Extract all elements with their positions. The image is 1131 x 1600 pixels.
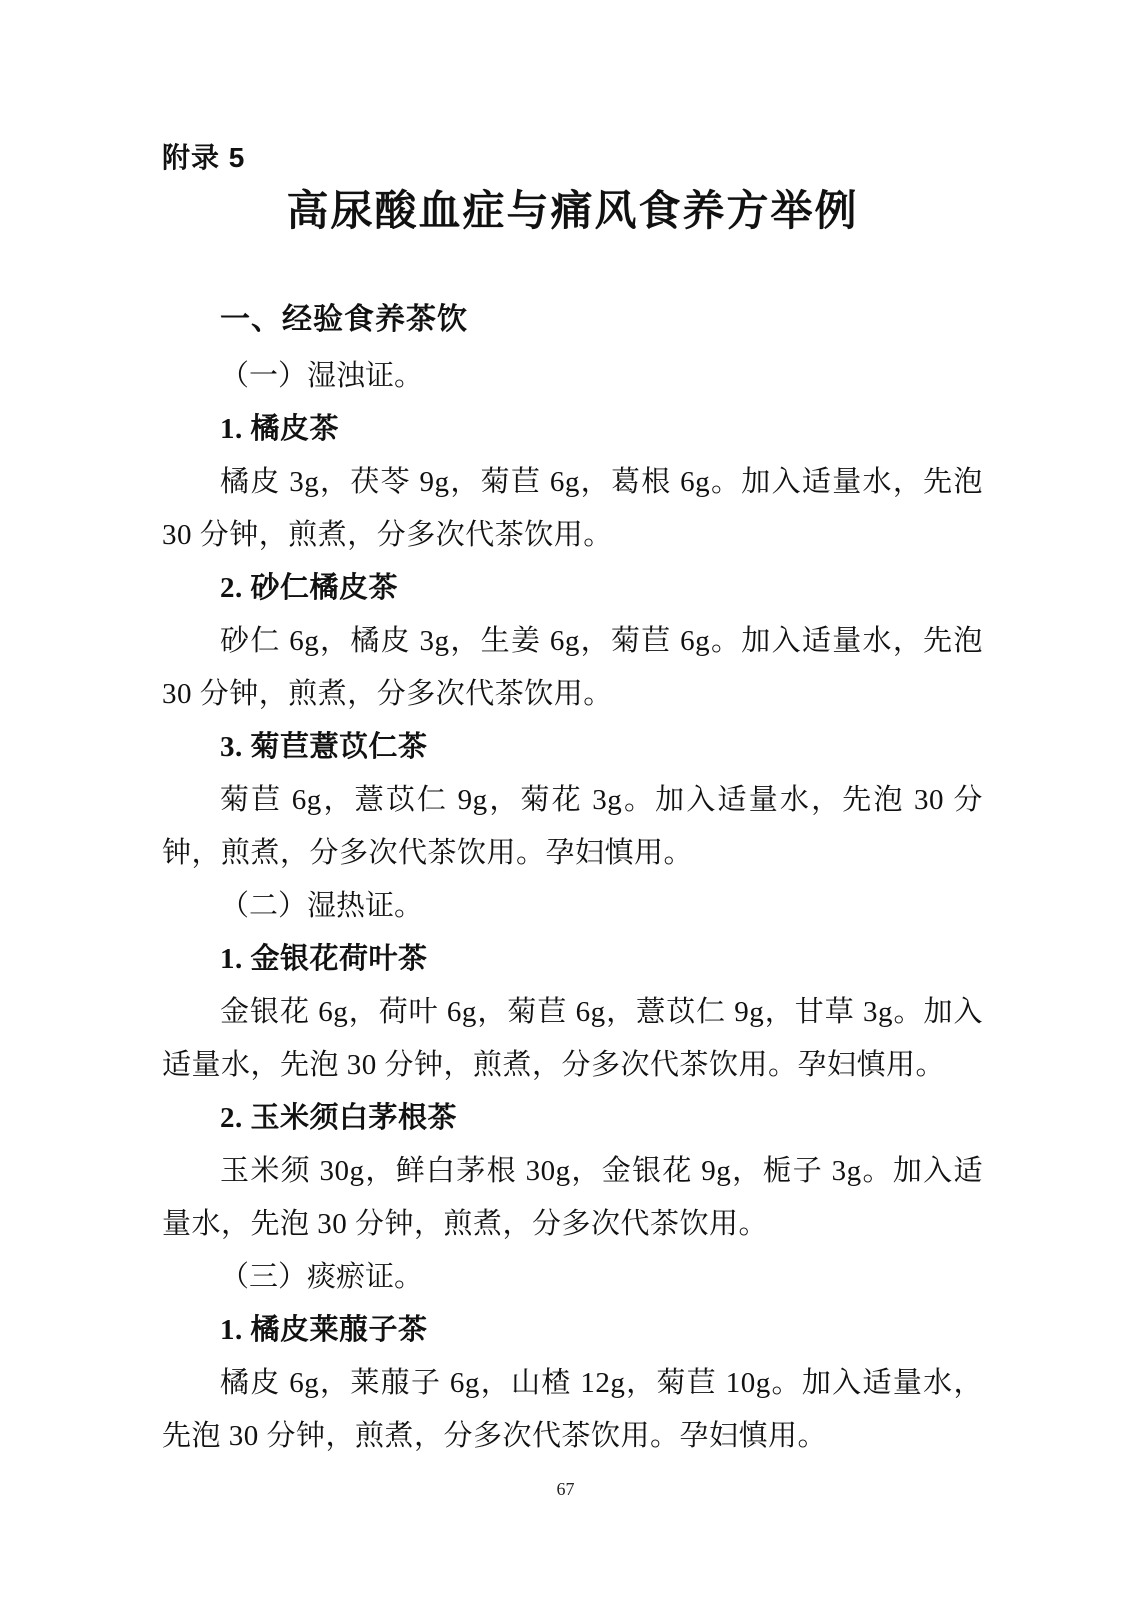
recipe-body-corn-silk-imperata-root-tea: 玉米须 30g，鲜白茅根 30g，金银花 9g，栀子 3g。加入适量水，先泡 30 分钟，煎煮，分多次代茶饮用。	[162, 1155, 983, 1240]
subsection-label-damp-turbidity: （一）湿浊证。	[220, 360, 424, 392]
recipe-name-corn-silk-imperata-root-tea: 2. 玉米须白茅根茶	[220, 1102, 458, 1134]
page-number: 67	[556, 1479, 575, 1499]
recipe-body-honeysuckle-lotus-leaf-tea: 金银花 6g，荷叶 6g，菊苣 6g，薏苡仁 9g，甘草 3g。加入适量水，先泡 30 分钟，煎煮，分多次代茶饮用。孕妇慎用。	[162, 996, 983, 1081]
document-body	[162, 350, 983, 1463]
recipe-body-tangerine-peel-tea: 橘皮 3g，茯苓 9g，菊苣 6g，葛根 6g。加入适量水，先泡 30 分钟，煎煮，分多次代茶饮用。	[162, 466, 983, 551]
recipe-body-tangerine-peel-radish-seed-tea: 橘皮 6g，莱菔子 6g，山楂 12g，菊苣 10g。加入适量水，先泡 30 分钟，煎煮，分多次代茶饮用。孕妇慎用。	[162, 1367, 983, 1452]
recipe-name-chicory-coix-seed-tea: 3. 菊苣薏苡仁茶	[220, 731, 428, 763]
subsection-label-damp-heat: （二）湿热证。	[220, 890, 424, 922]
appendix-label: 附录 5	[162, 142, 246, 173]
recipe-name-tangerine-peel-tea: 1. 橘皮茶	[220, 413, 340, 445]
section-heading-tea-drinks: 一、经验食养茶饮	[220, 303, 468, 336]
recipe-body-amomum-tangerine-peel-tea: 砂仁 6g，橘皮 3g，生姜 6g，菊苣 6g。加入适量水，先泡 30 分钟，煎煮，分多次代茶饮用。	[162, 625, 983, 710]
recipe-body-chicory-coix-seed-tea: 菊苣 6g，薏苡仁 9g，菊花 3g。加入适量水，先泡 30 分钟，煎煮，分多次代茶饮用。孕妇慎用。	[162, 784, 983, 869]
recipe-name-amomum-tangerine-peel-tea: 2. 砂仁橘皮茶	[220, 572, 399, 604]
recipe-name-honeysuckle-lotus-leaf-tea: 1. 金银花荷叶茶	[220, 943, 428, 975]
recipe-name-tangerine-peel-radish-seed-tea: 1. 橘皮莱菔子茶	[220, 1314, 428, 1346]
page-title: 高尿酸血症与痛风食养方举例	[286, 189, 859, 235]
subsection-label-phlegm-stasis: （三）痰瘀证。	[220, 1261, 424, 1293]
